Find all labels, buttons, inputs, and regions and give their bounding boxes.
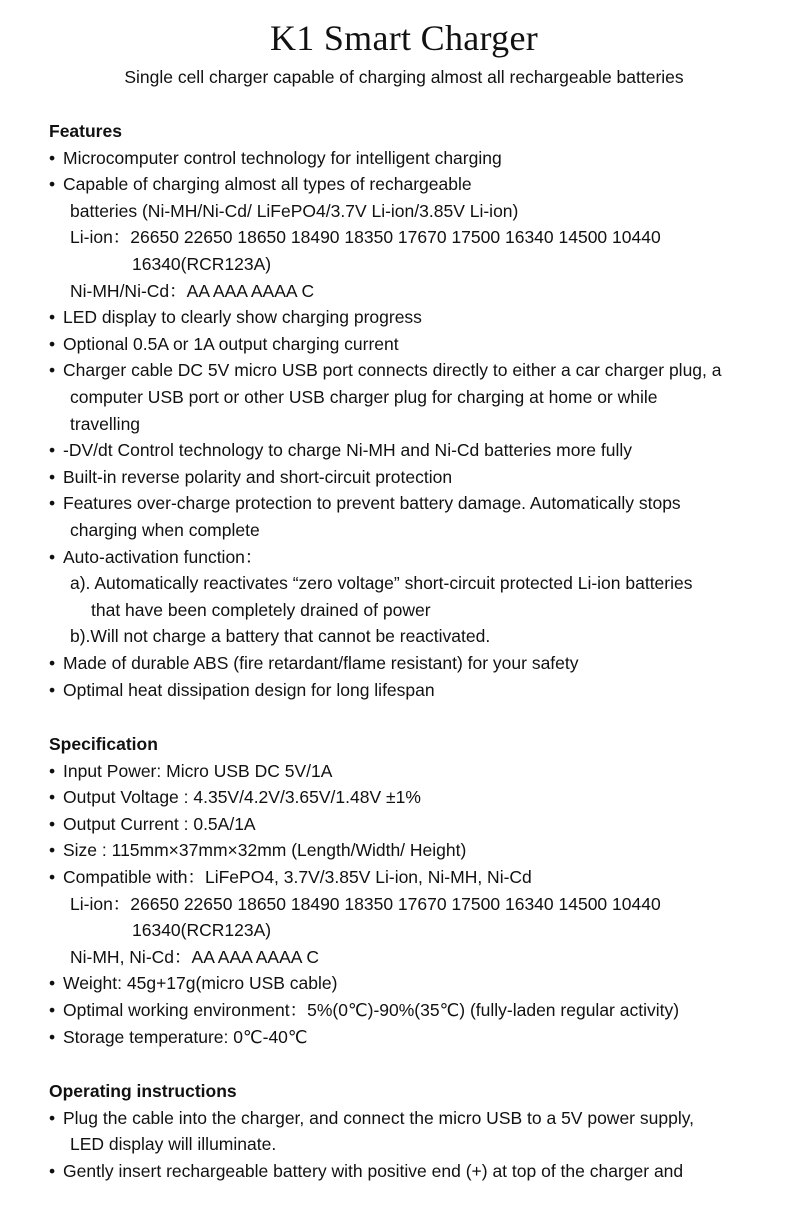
features-item: • Capable of charging almost all types of rechargeable	[49, 171, 472, 198]
specification-item: • Size : 115mm×37mm×32mm (Length/Width/ Height)	[49, 837, 466, 864]
specification-item: • Optimal working environment：5%(0℃)-90%(35℃) (fully-laden regular activity)	[49, 997, 679, 1024]
specification-li-ion-sizes: Li-ion：26650 22650 18650 18490 18350 17670 17500 16340 14500 10440	[70, 893, 661, 914]
features-item-continued: travelling	[70, 413, 141, 434]
features-nimh-sizes: Ni-MH/Ni-Cd：AA AAA AAAA C	[70, 280, 315, 301]
features-li-ion-sizes-continued: 16340(RCR123A)	[132, 254, 272, 274]
specification-item: • Output Voltage : 4.35V/4.2V/3.65V/1.48V ±1%	[49, 784, 421, 811]
features-li-ion-sizes: Li-ion：26650 22650 18650 18490 18350 17670 17500 16340 14500 10440	[70, 227, 661, 248]
features-item: • Optional 0.5A or 1A output charging current	[49, 331, 399, 358]
specification-item: • Compatible with：LiFePO4, 3.7V/3.85V Li-ion, Ni-MH, Ni-Cd	[49, 864, 532, 891]
specification-heading: Specification	[49, 734, 158, 754]
specification-item: • Input Power: Micro USB DC 5V/1A	[49, 758, 332, 785]
features-item: • Microcomputer control technology for intelligent charging	[49, 145, 502, 172]
page-title: K1 Smart Charger	[269, 18, 539, 58]
specification-nimh-sizes: Ni-MH, Ni-Cd：AA AAA AAAA C	[70, 946, 319, 967]
specification-item: • Storage temperature: 0℃-40℃	[49, 1024, 308, 1051]
features-item-continued: batteries (Ni-MH/Ni-Cd/ LiFePO4/3.7V Li-ion/3.85V Li-ion)	[70, 200, 519, 221]
operating-item: • Gently insert rechargeable battery with positive end (+) at top of the charger and	[49, 1158, 683, 1185]
features-item-continued: computer USB port or other USB charger plug for charging at home or while	[70, 387, 658, 407]
features-subitem-a: a). Automatically reactivates “zero voltage” short-circuit protected Li-ion batteries	[70, 573, 693, 594]
features-item: • LED display to clearly show charging progress	[49, 304, 422, 331]
features-subitem-b: b).Will not charge a battery that cannot be reactivated.	[70, 626, 491, 647]
specification-li-ion-sizes-continued: 16340(RCR123A)	[132, 920, 272, 941]
features-item: • Auto-activation function：	[49, 544, 262, 571]
specification-item: • Output Current : 0.5A/1A	[49, 811, 256, 838]
features-item: • Charger cable DC 5V micro USB port connects directly to either a car charger plug, a	[49, 357, 722, 384]
features-item: • Features over-charge protection to prevent battery damage. Automatically stops	[49, 490, 681, 517]
features-item-continued: charging when complete	[70, 520, 260, 540]
features-heading: Features	[49, 121, 122, 141]
features-item: • -DV/dt Control technology to charge Ni-MH and Ni-Cd batteries more fully	[49, 437, 632, 464]
features-subitem-a-continued: that have been completely drained of power	[91, 599, 431, 620]
page-subtitle: Single cell charger capable of charging almost all rechargeable batteries	[124, 67, 684, 87]
operating-item-continued: LED display will illuminate.	[70, 1134, 277, 1155]
features-item: • Optimal heat dissipation design for long lifespan	[49, 677, 435, 704]
features-item: • Built-in reverse polarity and short-circuit protection	[49, 464, 452, 491]
operating-heading: Operating instructions	[49, 1081, 237, 1101]
features-item: • Made of durable ABS (fire retardant/flame resistant) for your safety	[49, 650, 579, 677]
operating-item: • Plug the cable into the charger, and connect the micro USB to a 5V power supply,	[49, 1105, 694, 1132]
specification-item: • Weight: 45g+17g(micro USB cable)	[49, 970, 337, 997]
